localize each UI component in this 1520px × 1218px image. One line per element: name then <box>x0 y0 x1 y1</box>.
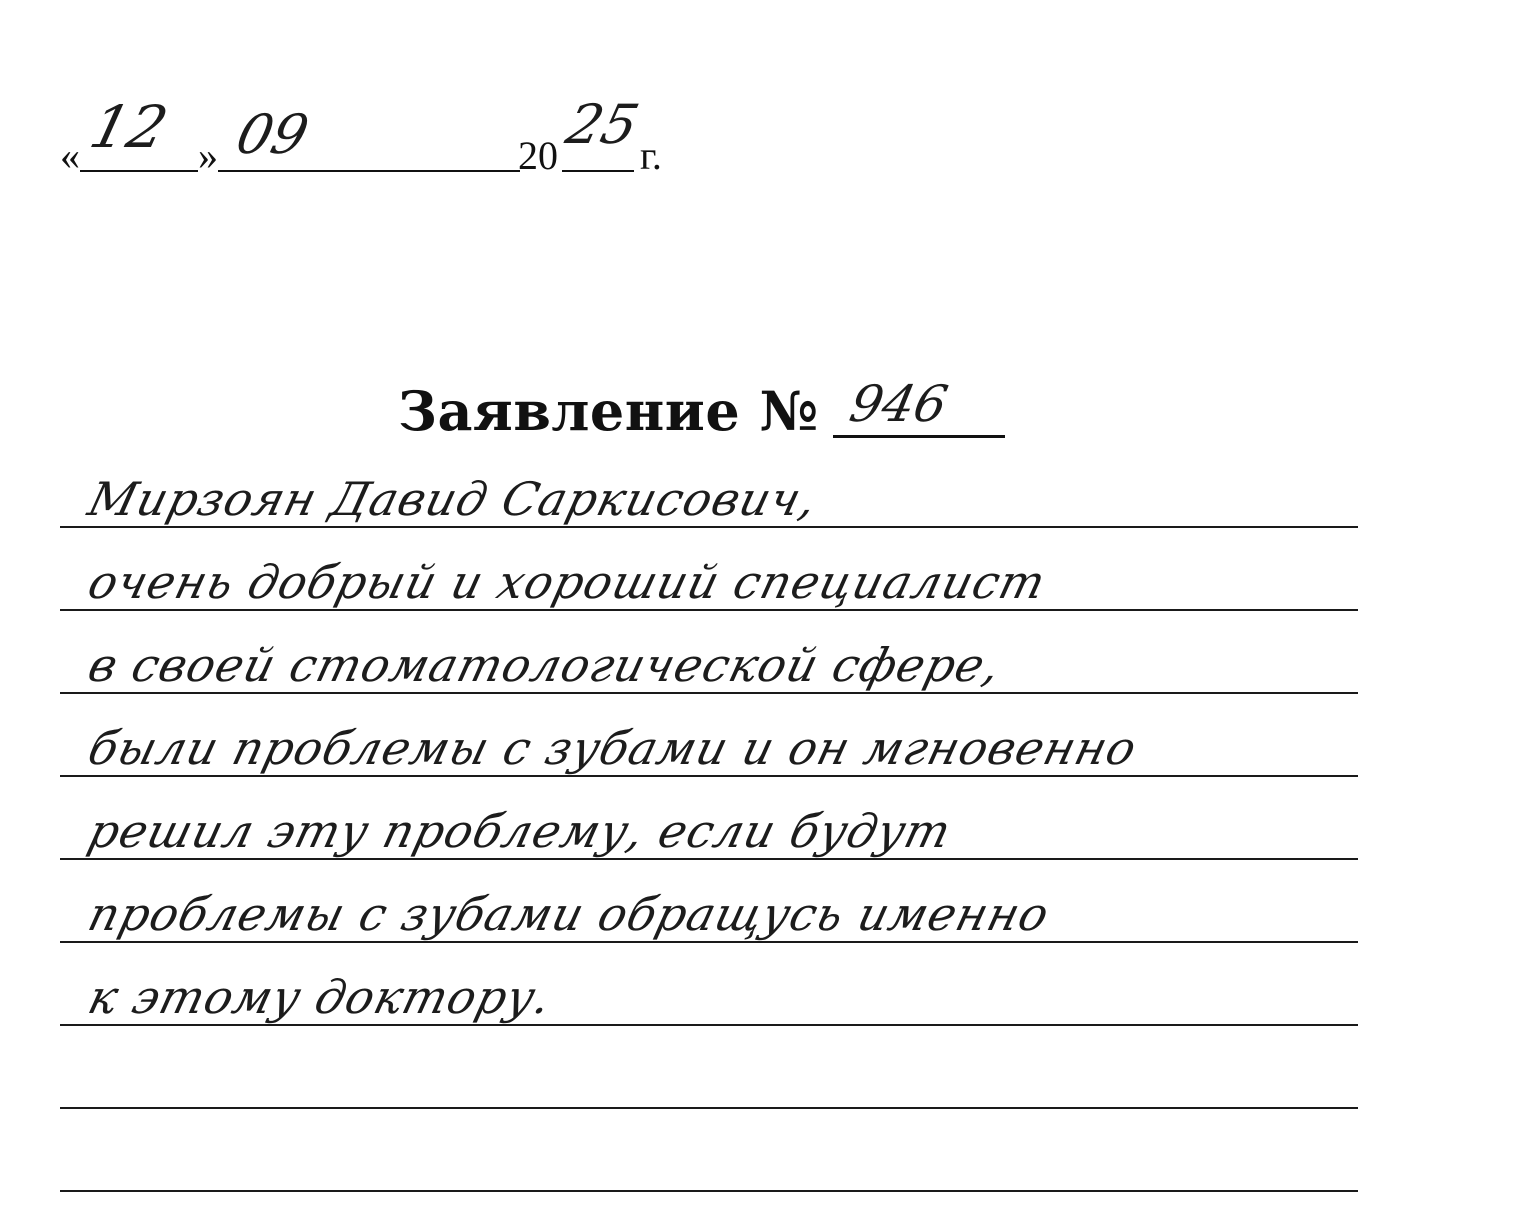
body-line <box>60 1108 1358 1192</box>
body-line <box>60 610 1358 694</box>
body-line <box>60 859 1358 943</box>
form-number-field <box>833 377 1005 438</box>
body-line-text: проблемы с зубами обращусь именно <box>83 887 1056 941</box>
body-line-text: были проблемы с зубами и он мгновенно <box>83 721 1143 775</box>
body-line <box>60 444 1358 528</box>
date-year-suffix: 25 <box>560 93 645 156</box>
date-month-underline <box>218 170 520 172</box>
form-number-value: 946 <box>844 375 953 433</box>
body-line-text: Мирзоян Давид Саркисович, <box>83 472 824 526</box>
date-open-quote: « <box>60 133 80 178</box>
body-line-text: к этому доктору. <box>83 970 558 1024</box>
date-day-value: 12 <box>83 93 175 161</box>
body-line-text: очень добрый и хороший специалист <box>83 555 1052 609</box>
body-line <box>60 1025 1358 1109</box>
body-line-text: в своей стоматологической сфере, <box>83 638 1007 692</box>
date-year-prefix: 20 <box>518 133 558 178</box>
body-line <box>60 527 1358 611</box>
date-month-value: 09 <box>230 103 315 166</box>
date-close-quote: » <box>198 133 218 178</box>
form-title-label: Заявление № <box>398 379 819 443</box>
date-year-underline <box>562 170 634 172</box>
date-year-unit: г. <box>640 133 662 178</box>
form-title <box>398 375 1005 443</box>
body-line <box>60 942 1358 1026</box>
body-line <box>60 776 1358 860</box>
body-line-text: решил эту проблему, если будут <box>83 804 958 858</box>
body-line <box>60 693 1358 777</box>
body-line-rule <box>60 1190 1358 1192</box>
date-day-underline <box>80 170 198 172</box>
